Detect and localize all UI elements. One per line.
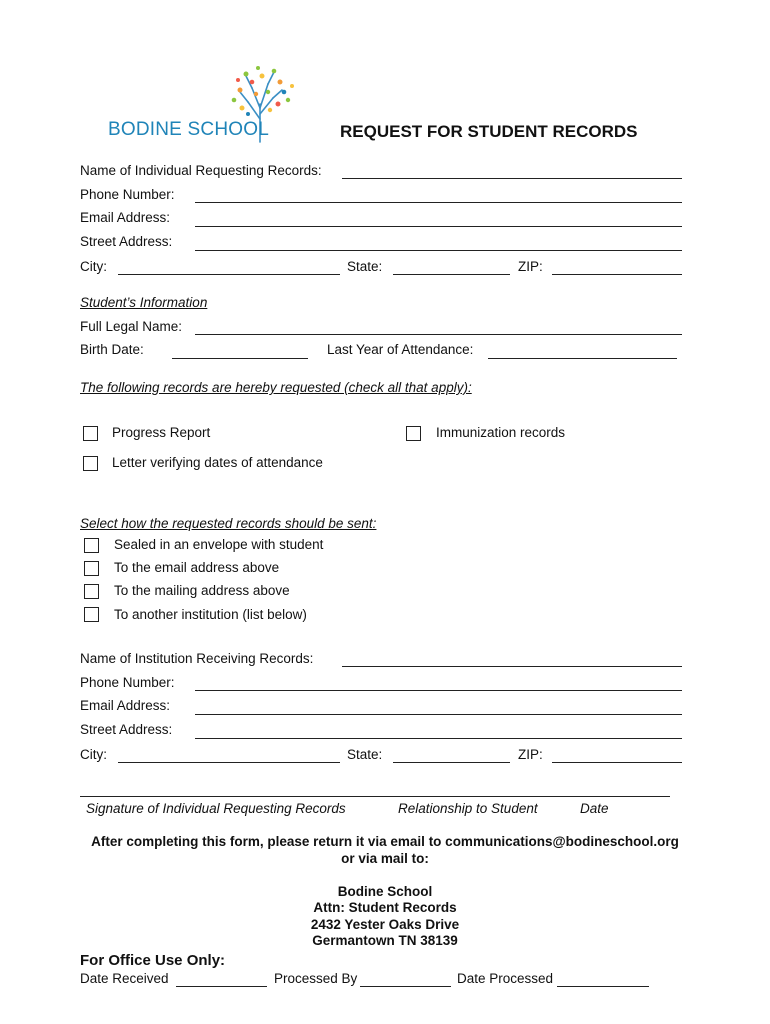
relationship-label: Relationship to Student <box>398 801 538 816</box>
office-use-heading: For Office Use Only: <box>80 952 226 969</box>
processed-by-label: Processed By <box>274 971 358 986</box>
requester-phone-label: Phone Number: <box>80 187 175 202</box>
student-name-label: Full Legal Name: <box>80 319 183 334</box>
delivery-heading: Select how the requested records should be sent: <box>80 516 377 531</box>
requester-street-label: Street Address: <box>80 234 173 249</box>
signature-label: Signature of Individual Requesting Records <box>86 801 346 816</box>
institution-city-field[interactable] <box>118 762 340 763</box>
date-received-field[interactable] <box>176 986 267 987</box>
requester-city-label: City: <box>80 259 107 274</box>
records-heading: The following records are hereby requested (check all that apply): <box>80 380 472 395</box>
requester-zip-label: ZIP: <box>518 259 543 274</box>
institution-email-label: Email Address: <box>80 698 171 713</box>
date-received-label: Date Received <box>80 971 169 986</box>
institution-delivery-checkbox[interactable] <box>84 607 99 622</box>
mail-address-line4: Germantown TN 38139 <box>312 933 458 948</box>
date-processed-field[interactable] <box>557 986 649 987</box>
institution-name-label: Name of Institution Receiving Records: <box>80 651 314 666</box>
processed-by-field[interactable] <box>360 986 451 987</box>
progress-report-label: Progress Report <box>112 425 211 440</box>
sealed-envelope-checkbox[interactable] <box>84 538 99 553</box>
sealed-envelope-label: Sealed in an envelope with student <box>114 537 324 552</box>
mail-delivery-label: To the mailing address above <box>114 583 290 598</box>
requester-name-field[interactable] <box>342 178 682 179</box>
institution-phone-label: Phone Number: <box>80 675 175 690</box>
birth-date-label: Birth Date: <box>80 342 144 357</box>
student-name-field[interactable] <box>195 334 682 335</box>
institution-state-label: State: <box>347 747 383 762</box>
requester-zip-field[interactable] <box>552 274 682 275</box>
institution-state-field[interactable] <box>393 762 510 763</box>
progress-report-checkbox[interactable] <box>83 426 98 441</box>
institution-city-label: City: <box>80 747 107 762</box>
return-instructions-line2: or via mail to: <box>341 851 429 866</box>
birth-date-field[interactable] <box>172 358 308 359</box>
institution-name-field[interactable] <box>342 666 682 667</box>
school-logo <box>108 64 298 144</box>
institution-delivery-label: To another institution (list below) <box>114 607 307 622</box>
mail-address-line1: Bodine School <box>337 884 433 899</box>
requester-city-field[interactable] <box>118 274 340 275</box>
attendance-letter-checkbox[interactable] <box>83 456 98 471</box>
requester-phone-field[interactable] <box>195 202 682 203</box>
signature-line[interactable] <box>80 796 670 797</box>
last-year-field[interactable] <box>488 358 677 359</box>
date-processed-label: Date Processed <box>457 971 554 986</box>
mail-address-line2: Attn: Student Records <box>313 900 457 915</box>
requester-name-label: Name of Individual Requesting Records: <box>80 163 322 178</box>
institution-street-field[interactable] <box>195 738 682 739</box>
email-delivery-checkbox[interactable] <box>84 561 99 576</box>
immunization-records-label: Immunization records <box>436 425 566 440</box>
student-info-heading: Student’s Information <box>80 295 208 310</box>
institution-email-field[interactable] <box>195 714 682 715</box>
requester-street-field[interactable] <box>195 250 682 251</box>
return-instructions-line1: After completing this form, please return it via email to communications@bodineschool.org <box>91 834 679 849</box>
logo-wordmark: BODINE SCHOOL <box>108 119 269 140</box>
institution-street-label: Street Address: <box>80 722 173 737</box>
last-year-label: Last Year of Attendance: <box>327 342 474 357</box>
institution-zip-field[interactable] <box>552 762 682 763</box>
form-title: REQUEST FOR STUDENT RECORDS <box>340 122 638 141</box>
institution-zip-label: ZIP: <box>518 747 543 762</box>
email-delivery-label: To the email address above <box>114 560 280 575</box>
attendance-letter-label: Letter verifying dates of attendance <box>112 455 323 470</box>
mail-address-line3: 2432 Yester Oaks Drive <box>310 917 460 932</box>
requester-state-label: State: <box>347 259 383 274</box>
mail-delivery-checkbox[interactable] <box>84 584 99 599</box>
immunization-records-checkbox[interactable] <box>406 426 421 441</box>
requester-email-field[interactable] <box>195 226 682 227</box>
signature-date-label: Date <box>580 801 609 816</box>
requester-email-label: Email Address: <box>80 210 171 225</box>
institution-phone-field[interactable] <box>195 690 682 691</box>
requester-state-field[interactable] <box>393 274 510 275</box>
